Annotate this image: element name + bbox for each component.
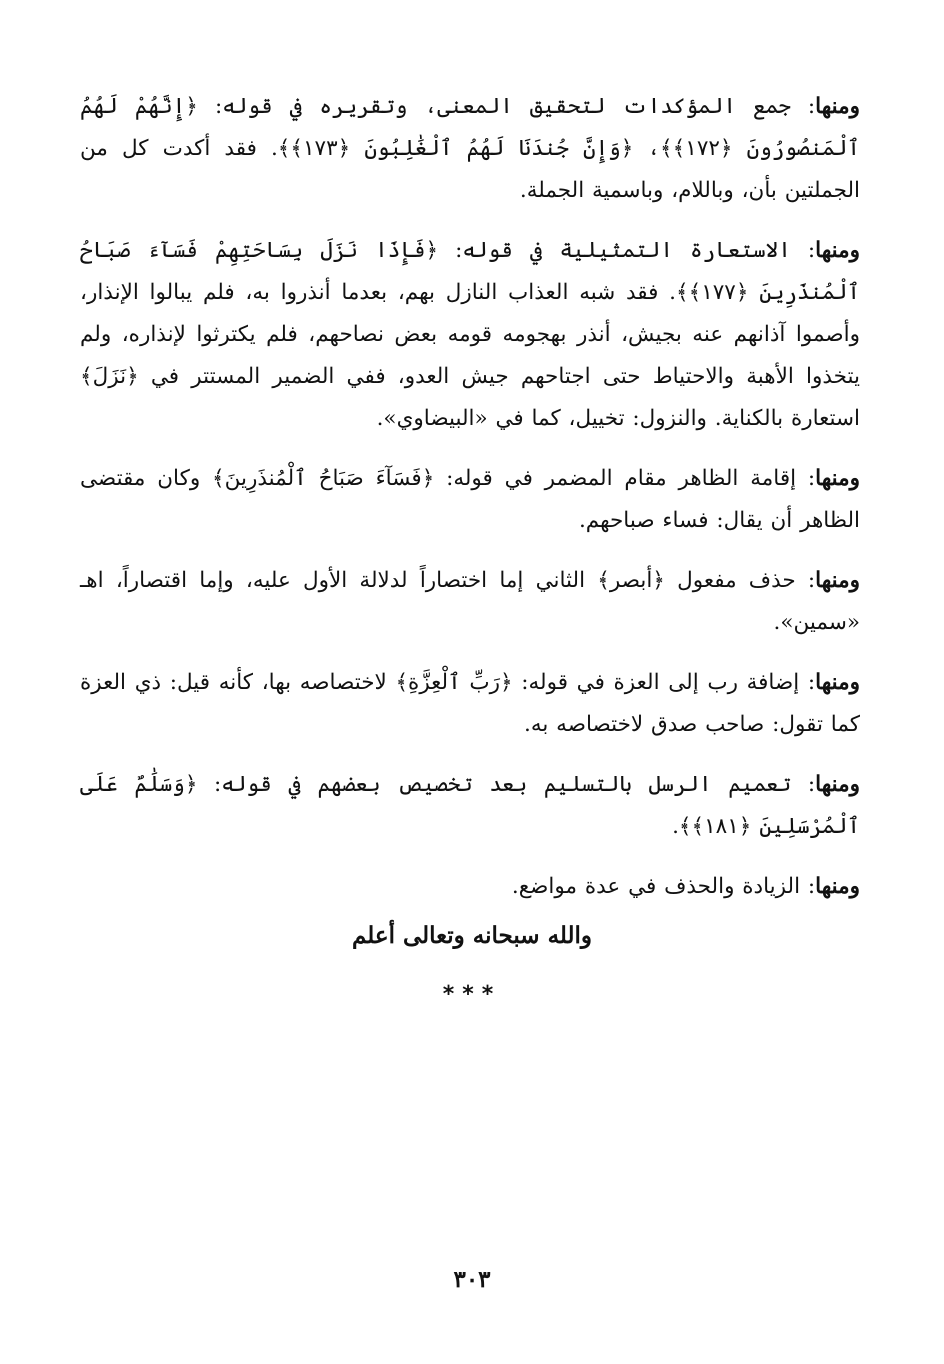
paragraph-2: [80, 230, 860, 440]
paragraph-lead: ومنها: [815, 772, 860, 797]
paragraph-text: : حذف مفعول ﴿أبصر﴾ الثاني إما اختصاراً لدلالة الأول عليه، وإما اقتصاراً، اهـ «سمين».: [80, 568, 860, 635]
page-body: [80, 86, 860, 926]
closing-phrase: والله سبحانه وتعالى أعلم: [351, 922, 593, 949]
paragraph-lead: ومنها: [815, 238, 860, 263]
paragraph-text: : إضافة رب إلى العزة في قوله: ﴿رَبِّ ٱلْعِزَّةِ﴾ لاختصاصه بها، كأنه قيل: ذي العزة كما تقول: صاحب صدق لاختصاصه به.: [80, 670, 860, 737]
paragraph-text: : جمع المؤكدات لتحقيق المعنى، وتقريره في قوله: ﴿إِنَّهُمْ لَهُمُ ٱلْمَنصُورُونَ ﴿١٧٢﴾﴾، ﴿وَإِنَّ جُندَنَا لَهُمُ ٱلْغَٰلِبُونَ ﴿١٧٣﴾﴾. فقد أكدت كل من الجملتين بأن، وباللام، وباسمية الجملة.: [80, 94, 860, 203]
paragraph-lead: ومنها: [815, 466, 860, 491]
paragraph-text: : تعميم الرسل بالتسليم بعد تخصيص بعضهم في قوله: ﴿وَسَلَٰمٌ عَلَى ٱلْمُرْسَلِينَ ﴿١٨١﴾﴾.: [80, 772, 860, 839]
paragraph-text: : الاستعارة التمثيلية في قوله: ﴿فَإِذَا نَزَلَ بِسَاحَتِهِمْ فَسَآءَ صَبَاحُ ٱلْمُنذَرِينَ ﴿١٧٧﴾﴾. فقد شبه العذاب النازل بهم، بعدما أنذروا به، فلم يبالوا الإنذار، وأصموا آذانهم عنه بجيش، أنذر بهجومه قومه بعض نصاحهم، فلم يكترثوا لإنذاره، ولم يتخذوا الأهبة والاحتياط حتى اجتاحهم جيش العدو، ففي الضمير المستتر في ﴿نَزَلَ﴾ استعارة بالكناية. والنزول: تخييل، كما في «البيضاوي».: [80, 238, 860, 431]
paragraph-lead: ومنها: [815, 94, 860, 119]
paragraph-lead: ومنها: [815, 874, 860, 899]
paragraph-1: [80, 86, 860, 212]
paragraph-text: : إقامة الظاهر مقام المضمر في قوله: ﴿فَسَآءَ صَبَاحُ ٱلْمُنذَرِينَ﴾ وكان مقتضى الظاهر أن يقال: فساء صباحهم.: [80, 466, 860, 533]
paragraph-4: [80, 560, 860, 644]
paragraph-6: [80, 764, 860, 848]
paragraph-3: [80, 458, 860, 542]
page-number: ٣٠٣: [453, 1266, 491, 1293]
paragraph-lead: ومنها: [815, 568, 860, 593]
paragraph-5: [80, 662, 860, 746]
section-separator-stars: ***: [442, 982, 502, 1007]
paragraph-7: [80, 866, 860, 908]
paragraph-lead: ومنها: [815, 670, 860, 695]
paragraph-text: : الزيادة والحذف في عدة مواضع.: [511, 874, 816, 899]
